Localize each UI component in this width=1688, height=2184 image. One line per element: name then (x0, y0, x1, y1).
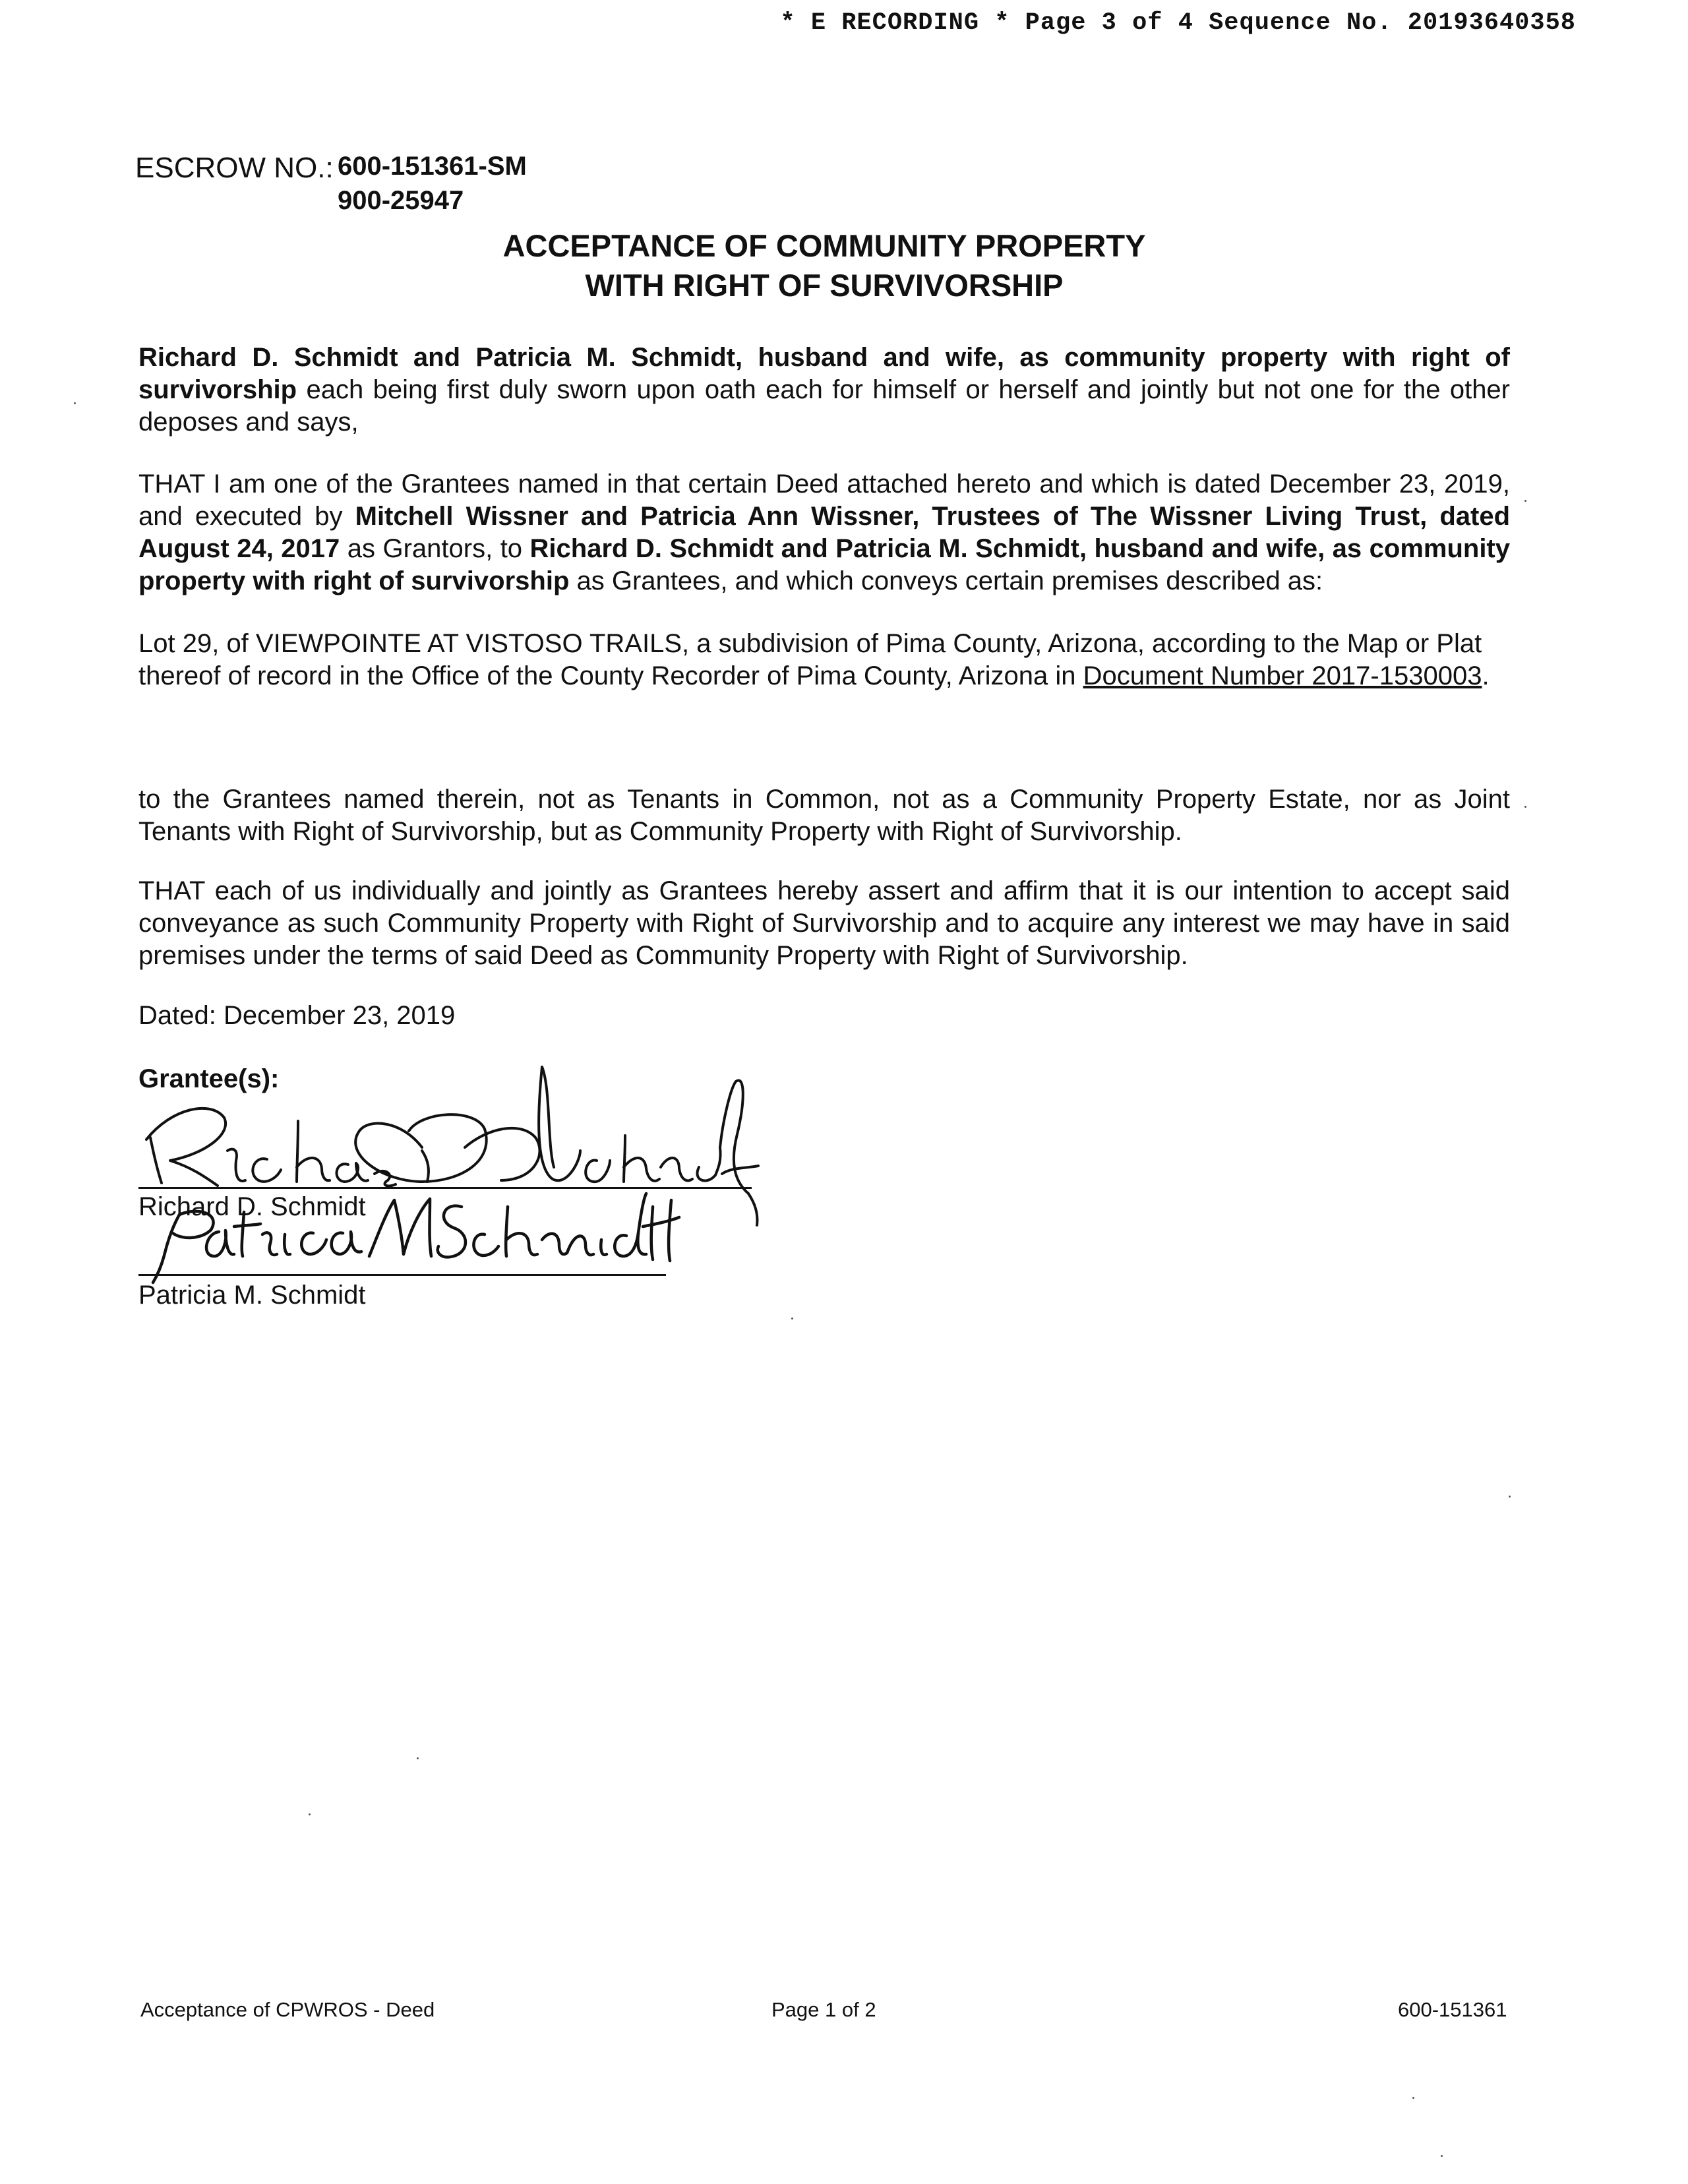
affiant-names: Richard D. Schmidt and Patricia M. Schmidt, husband and wife, as community property with right of survivorship (138, 343, 1510, 404)
scan-speck (1441, 2155, 1443, 2157)
affirmation-paragraph: THAT each of us individually and jointly as Grantees hereby assert and affirm that it is our intention to accept said conveyance as such Community Property with Right of Survivorship and to acquire any interest we may have in said premises under the terms of said Deed as Community Property with Right of Survivorship. (138, 876, 1510, 970)
scan-speck (791, 1318, 793, 1320)
scan-speck (1412, 2097, 1414, 2099)
legal-description-end: . (1482, 661, 1490, 690)
tenancy-paragraph: to the Grantees named therein, not as Tenants in Common, not as a Community Property Estate, nor as Joint Tenants with Right of Survivorship, but as Community Property with Right of Survivorship. (138, 785, 1510, 846)
document-number-reference: Document Number 2017-1530003 (1083, 661, 1482, 690)
footer-escrow-number: 600-151361 (1398, 1998, 1507, 2021)
escrow-number-primary: 600-151361-SM (338, 152, 527, 181)
escrow-label: ESCROW NO.: (135, 152, 334, 184)
scan-speck (1524, 806, 1526, 808)
date-line: Dated: December 23, 2019 (138, 1001, 456, 1030)
signature-richard-schmidt (146, 1067, 758, 1225)
deed-reference-text-3: as Grantees, and which conveys certain premises described as: (569, 566, 1323, 595)
scan-speck (309, 1813, 311, 1815)
scan-speck (1509, 1496, 1511, 1498)
signer-name-2: Patricia M. Schmidt (138, 1281, 366, 1310)
grantor-names: Mitchell Wissner and Patricia Ann Wissner, Trustees of The Wissner Living Trust, dated August 24, 2017 (138, 502, 1511, 563)
scan-speck (1524, 500, 1526, 502)
scan-speck (417, 1757, 419, 1759)
escrow-number-secondary: 900-25947 (338, 186, 464, 215)
grantee-names: Richard D. Schmidt and Patricia M. Schmidt, husband and wife, as community property with right of survivorship (138, 534, 1510, 595)
footer-document-name: Acceptance of CPWROS - Deed (140, 1998, 435, 2021)
grantees-label: Grantee(s): (138, 1064, 280, 1093)
footer-page-number: Page 1 of 2 (771, 1998, 876, 2021)
signature-patricia-schmidt (153, 1194, 679, 1283)
document-title-line-1: ACCEPTANCE OF COMMUNITY PROPERTY (502, 228, 1146, 263)
deed-reference-text: THAT I am one of the Grantees named in that certain Deed attached hereto and which is dated December 23, 2019, and executed by (138, 470, 1510, 531)
deed-reference-text-2: as Grantors, to (340, 534, 530, 563)
document-title-line-2: WITH RIGHT OF SURVIVORSHIP (585, 268, 1064, 303)
legal-description-text: Lot 29, of VIEWPOINTE AT VISTOSO TRAILS, a subdivision of Pima County, Arizona, according to the Map or Plat thereof of record in the Office of the County Recorder of Pima County, Arizona in (138, 629, 1482, 690)
scan-speck (74, 402, 76, 404)
recording-stamp: * E RECORDING * Page 3 of 4 Sequence No. 20193640358 (780, 9, 1576, 37)
signer-name-1: Richard D. Schmidt (138, 1192, 366, 1221)
affiant-oath-text: each being first duly sworn upon oath each for himself or herself and jointly but not one for the other deposes and says, (138, 375, 1510, 437)
